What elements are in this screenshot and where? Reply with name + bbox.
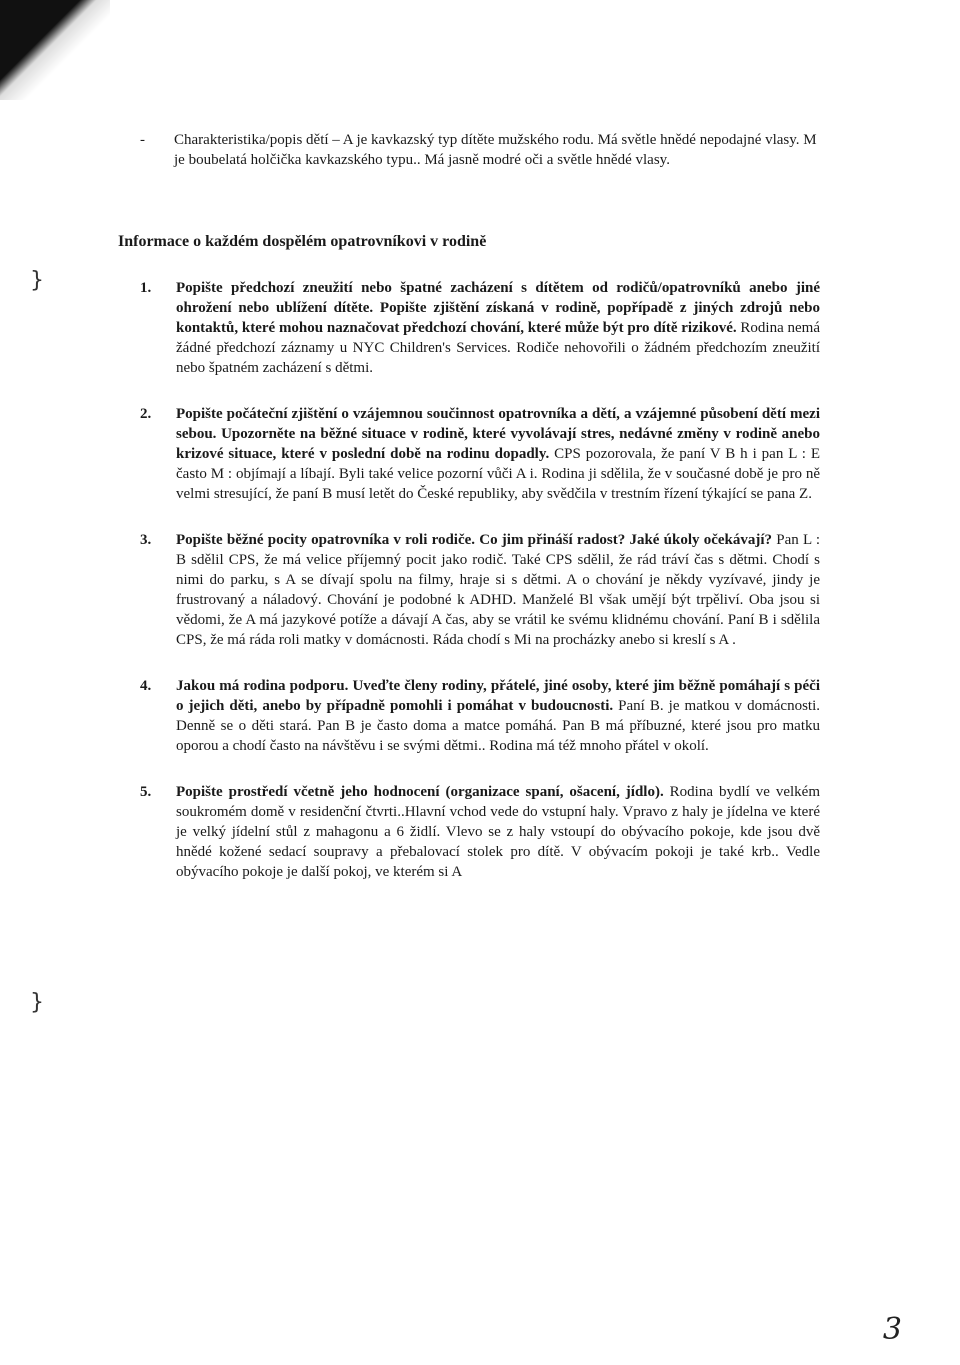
item-number: 2.	[140, 406, 152, 422]
bullet-dash: -	[140, 132, 145, 148]
item-question: Popište předchozí zneužití nebo špatné zacházení s dítětem od rodičů/opatrovníků anebo jiné ohrožení nebo ublížení dítěte. Popište zjištění získaná v rodině, popřípadě z jiných zdrojů nebo kontaktů, které mohou naznačovat předchozí chování, které může být pro dítě rizikové.	[176, 280, 820, 336]
item-question: Popište počáteční zjištění o vzájemnou součinnost opatrovníka a dětí, a vzájemné působení dětí mezi sebou. Upozorněte na běžné situace v rodině, které vyvolávají stres, nedávné změny v rodině anebo krizové situace, které v poslední době na rodinu dopadly.	[176, 406, 820, 462]
margin-bracket: }	[30, 990, 44, 1015]
item-answer: CPS pozorovala, že paní V B h i pan L : E častо M : objímají a líbají. Byli také velice pozorní vůči A i. Rodina ji sdělila, že v současné době je pro ně velmi stresující, že paní B musí letět do České republiky, aby svědčila v trestním řízení týkající se pana Z.	[176, 446, 820, 502]
item-answer: Rodina bydlí ve velkém soukromém domě v residenční čtvrti..Hlavní vchod vede do vstupní haly. Vpravo z haly je jídelna ve které je velký jídelní stůl z mahagonu a 6 židlí. Vlevo se z haly vstoupí do obývacího pokoje, kde jsou dvě hnědé kožené sedací soupravy a přebalovací stolek pro dítě. V obývacím pokoji je také krb.. Vedle obývacího pokoje je další pokoj, ve kterém si A	[176, 784, 820, 880]
item-question: Popište prostředí včetně jeho hodnocení (organizace spaní, ošacení, jídlo).	[176, 784, 664, 800]
section-heading: Informace o každém dospělém opatrovníkovi v rodině	[118, 233, 487, 250]
scan-corner-shadow	[0, 0, 110, 100]
item-number: 5.	[140, 784, 152, 800]
list-item	[140, 404, 820, 504]
item-question: Jakou má rodina podporu. Uveďte členy rodiny, přátelé, jiné osoby, které jim běžně pomáhají s péči o jejich děti, anebo by případně pomohli i pomáhat v budoucnosti.	[176, 678, 820, 714]
item-number: 4.	[140, 678, 152, 694]
page-number: 3	[882, 1312, 902, 1347]
characteristics-label: Charakteristika/popis dětí – A	[174, 132, 353, 148]
item-answer: Paní B. je matkou v domácnosti. Denně se o děti stará. Pan B je často doma a matce pomáhá. Pan B má příbuzné, které jsou pro matku oporou a chodí často na návštěvu i se svými dětmi.. Rodina má též mnoho přátel v okolí.	[176, 698, 821, 754]
list-item	[140, 278, 820, 378]
margin-bracket: }	[30, 268, 44, 293]
list-item	[140, 530, 820, 650]
list-item	[140, 676, 820, 756]
item-answer: Rodina nemá žádné předchozí záznamy u NYC Children's Services. Rodiče nehovořili o žádném předchozím zneužití nebo špatném zacházení s dětmi.	[176, 320, 820, 376]
item-question: Popište běžné pocity opatrovníka v roli rodiče. Co jim přináší radost? Jaké úkoly očekávají?	[176, 532, 773, 548]
item-number: 1.	[140, 280, 152, 296]
item-answer: Pan L : B sdělil CPS, že má velice příjemný pocit jako rodič. Také CPS sdělil, že rád tráví čas s dětmi. Chodí s nimi do parku, s A se dívají spolu na filmy, hraje si s dětmi. A o chování je někdy vyzívavé, jindy je frustrovaný a náladový. Chování je podobné k ADHD. Manželé Bl však umějí být trpěliví. Oba jsou si vědomi, že A má jazykové potíže a dávají A čas, aby se vrátil ke svému klidnému chování. Paní B i sdělila CPS, že má ráda roli matky v domácnosti. Ráda chodí s Mi na procházky anebo si kreslí s A .	[176, 532, 820, 648]
list-item	[140, 782, 820, 882]
item-number: 3.	[140, 532, 152, 548]
characteristics-bullet	[140, 130, 820, 170]
characteristics-text: je kavkazský typ dítěte mužského rodu. Má světle hnědé nepodajné vlasy. M je boubelatá holčička kavkazského typu.. Má jasně modré oči a světle hnědé vlasy.	[174, 132, 817, 168]
document-body	[118, 130, 821, 882]
